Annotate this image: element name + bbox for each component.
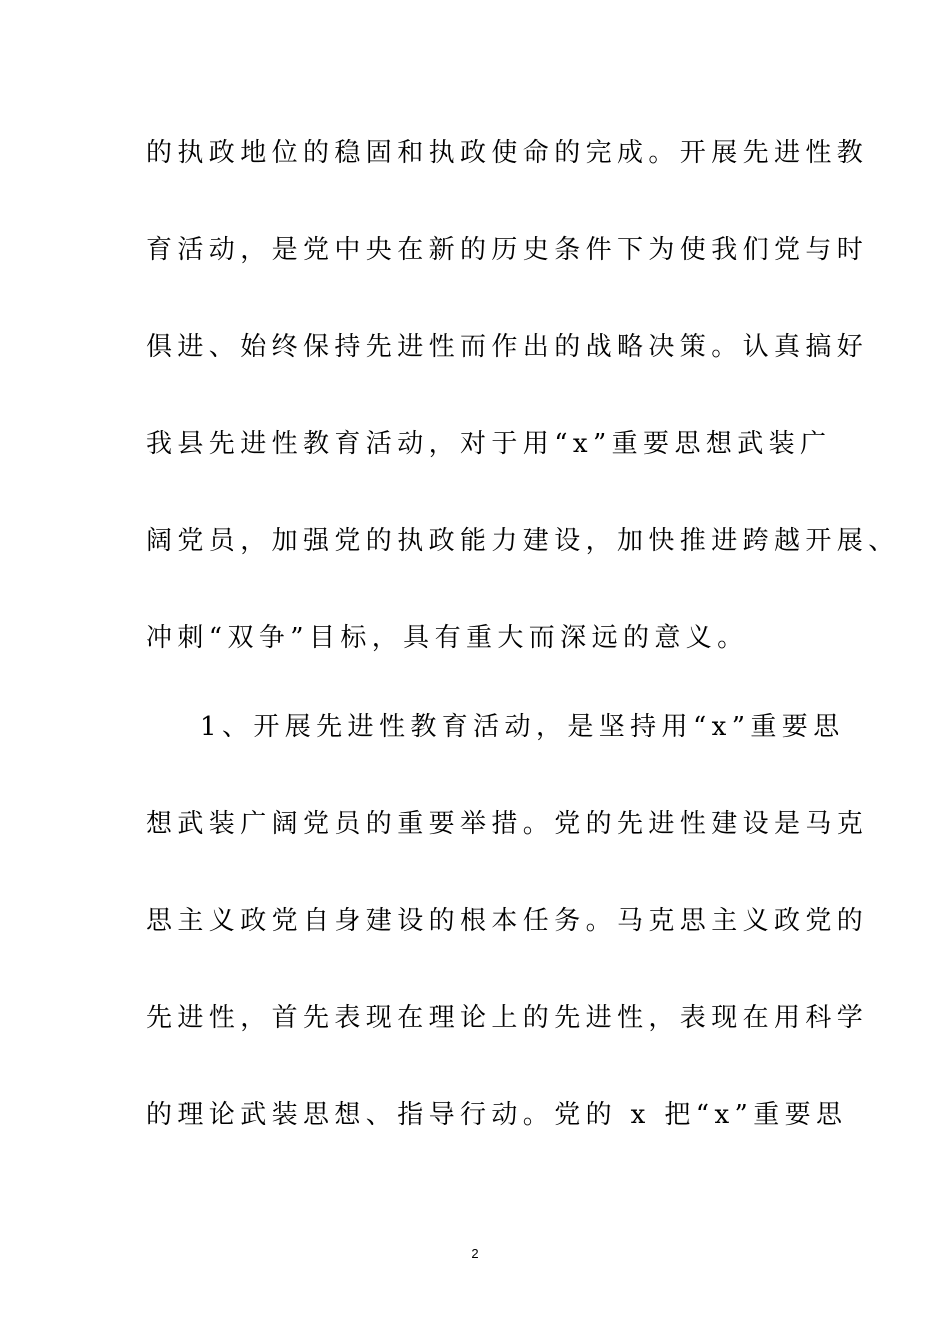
text-line: 的执政地位的稳固和执政使命的完成。开展先进性教 — [146, 138, 869, 168]
text-line: 想武装广阔党员的重要举措。党的先进性建设是马克 — [146, 809, 869, 839]
text-line: 我县先进性教育活动，对于用“x”重要思想武装广 — [146, 429, 832, 459]
text-line: 1、开展先进性教育活动，是坚持用“x”重要思 — [200, 712, 845, 742]
text-line: 先进性，首先表现在理论上的先进性，表现在用科学 — [146, 1003, 869, 1033]
text-line: 育活动，是党中央在新的历史条件下为使我们党与时 — [146, 235, 869, 265]
text-line: 俱进、始终保持先进性而作出的战略决策。认真搞好 — [146, 332, 869, 362]
text-line: 思主义政党自身建设的根本任务。马克思主义政党的 — [146, 906, 869, 936]
text-line: 冲刺“双争”目标，具有重大而深远的意义。 — [146, 623, 749, 653]
text-line: 的理论武装思想、指导行动。党的 x 把“x”重要思 — [146, 1100, 848, 1130]
page-number: 2 — [471, 1246, 479, 1261]
text-line: 阔党员，加强党的执政能力建设，加快推进跨越开展、 — [146, 526, 900, 556]
